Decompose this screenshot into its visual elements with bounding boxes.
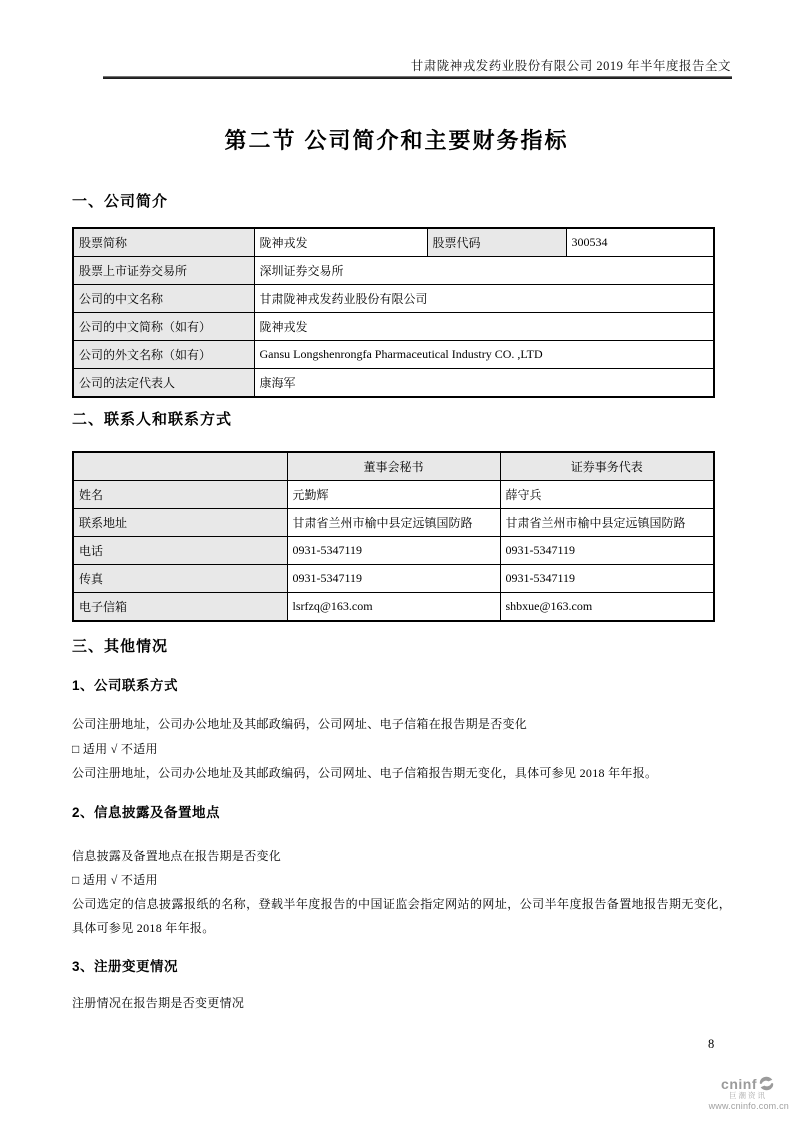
subsection-heading-disclosure: 2、信息披露及备置地点	[72, 805, 221, 820]
page-number: 8	[708, 1037, 715, 1051]
address-label: 联系地址	[73, 509, 287, 537]
secretary-address: 甘肃省兰州市榆中县定远镇国防路	[287, 509, 500, 537]
table-row	[73, 285, 714, 313]
chapter-title: 第二节 公司简介和主要财务指标	[224, 128, 569, 153]
contact-table	[72, 451, 715, 622]
phone-label: 电话	[73, 537, 287, 565]
table-row	[73, 481, 714, 509]
representative-email: shbxue@163.com	[500, 593, 714, 622]
cninfo-swirl-icon	[758, 1076, 775, 1091]
contact-change-statement: 公司注册地址，公司办公地址及其邮政编码，公司网址、电子信箱报告期无变化，具体可参见 2018 年年报。	[72, 766, 658, 780]
section-heading-contacts: 二、联系人和联系方式	[72, 411, 233, 428]
subsection-heading-contact-change: 1、公司联系方式	[72, 678, 179, 693]
email-label: 电子信箱	[73, 593, 287, 622]
table-row	[73, 593, 714, 622]
registration-change-question: 注册情况在报告期是否变更情况	[72, 996, 245, 1010]
chinese-short-name-value: 陇神戎发	[254, 313, 714, 341]
stock-code-value: 300534	[566, 228, 714, 257]
secretary-fax: 0931-5347119	[287, 565, 500, 593]
subsection-heading-registration-change: 3、注册变更情况	[72, 959, 179, 974]
name-label: 姓名	[73, 481, 287, 509]
foreign-name-value: Gansu Longshenrongfa Pharmaceutical Industry CO. ,LTD	[254, 341, 714, 369]
legal-representative-label: 公司的法定代表人	[73, 369, 254, 398]
table-row	[73, 313, 714, 341]
running-header: 甘肃陇神戎发药业股份有限公司 2019 年半年度报告全文	[410, 59, 731, 73]
header-rule	[103, 76, 732, 79]
disclosure-statement: 公司选定的信息披露报纸的名称，登载半年度报告的中国证监会指定网站的网址，公司半年度报告备置地报告期无变化，具体可参见 2018 年年报。	[72, 897, 731, 935]
table-row	[73, 228, 714, 257]
contact-empty-header	[73, 452, 287, 481]
section-heading-other: 三、其他情况	[72, 638, 169, 655]
disclosure-question: 信息披露及备置地点在报告期是否变化	[72, 849, 282, 863]
foreign-name-label: 公司的外文名称（如有）	[73, 341, 254, 369]
cninfo-url: www.cninfo.com.cn	[708, 1100, 789, 1111]
board-secretary-header: 董事会秘书	[287, 452, 500, 481]
cninfo-watermark	[699, 1076, 789, 1111]
chinese-short-name-label: 公司的中文简称（如有）	[73, 313, 254, 341]
chinese-name-label: 公司的中文名称	[73, 285, 254, 313]
secretary-phone: 0931-5347119	[287, 537, 500, 565]
contact-change-applicability: □ 适用 √ 不适用	[72, 742, 158, 756]
representative-address: 甘肃省兰州市榆中县定远镇国防路	[500, 509, 714, 537]
table-row	[73, 369, 714, 398]
secretary-name: 元勤辉	[287, 481, 500, 509]
exchange-value: 深圳证券交易所	[254, 257, 714, 285]
chinese-name-value: 甘肃陇神戎发药业股份有限公司	[254, 285, 714, 313]
table-row	[73, 537, 714, 565]
legal-representative-value: 康海军	[254, 369, 714, 398]
company-profile-table	[72, 227, 715, 398]
table-row	[73, 509, 714, 537]
table-header-row	[73, 452, 714, 481]
contact-change-question: 公司注册地址，公司办公地址及其邮政编码，公司网址、电子信箱在报告期是否变化	[72, 717, 528, 731]
cninfo-brand-text: cninf	[721, 1076, 757, 1092]
securities-representative-header: 证券事务代表	[500, 452, 714, 481]
section-heading-company-profile: 一、公司简介	[72, 193, 169, 210]
table-row	[73, 341, 714, 369]
table-row	[73, 257, 714, 285]
table-row	[73, 565, 714, 593]
representative-name: 薛守兵	[500, 481, 714, 509]
stock-short-name-value: 陇神戎发	[254, 228, 427, 257]
exchange-label: 股票上市证券交易所	[73, 257, 254, 285]
representative-fax: 0931-5347119	[500, 565, 714, 593]
secretary-email: lsrfzq@163.com	[287, 593, 500, 622]
fax-label: 传真	[73, 565, 287, 593]
representative-phone: 0931-5347119	[500, 537, 714, 565]
disclosure-applicability: □ 适用 √ 不适用	[72, 873, 158, 887]
stock-code-label: 股票代码	[427, 228, 566, 257]
cninfo-chinese-name: 巨潮资讯	[729, 1091, 767, 1100]
stock-short-name-label: 股票简称	[73, 228, 254, 257]
